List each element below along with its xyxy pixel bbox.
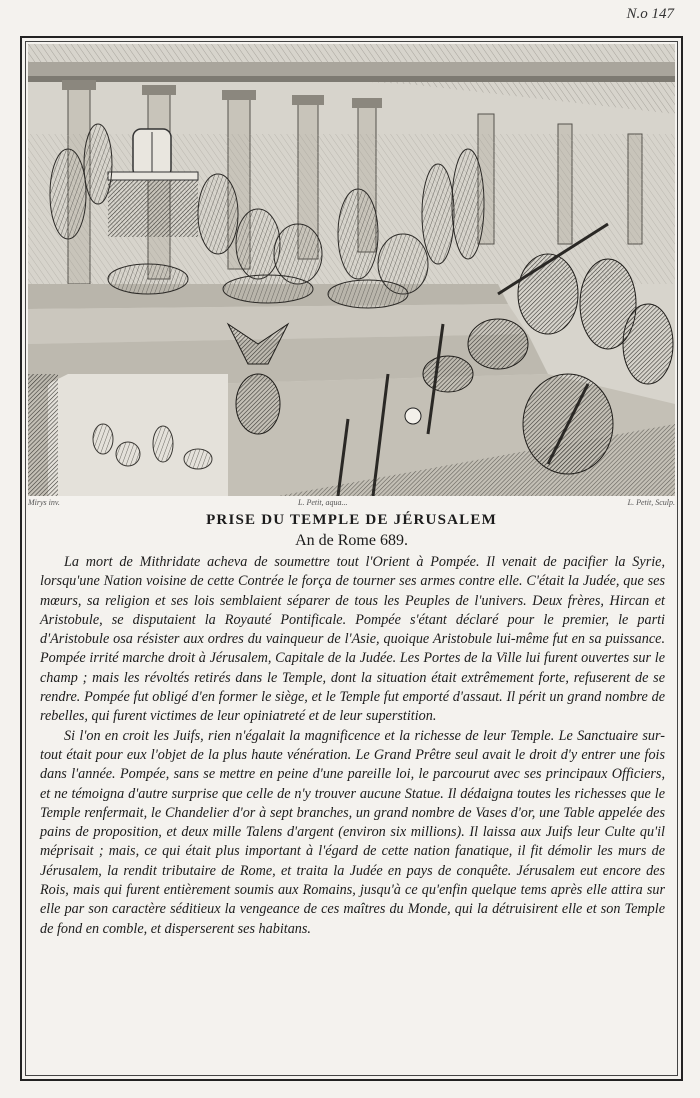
page-subtitle: An de Rome 689. (295, 532, 408, 549)
credit-engraver: L. Petit, Sculp. (627, 498, 675, 507)
engraving-illustration (28, 44, 675, 496)
credit-designer: Mirys inv. (28, 498, 60, 507)
page-title: PRISE DU TEMPLE DE JÉRUSALEM (206, 512, 497, 528)
narrative-text (40, 553, 665, 939)
engraving-credits (28, 498, 675, 510)
credit-aquatint: L. Petit, aqua... (298, 498, 348, 507)
paragraph-2: Si l'on en croit les Juifs, rien n'égalait la magnificence et la richesse de leur Temple. Le Sanctuaire sur-tout était pour eux l'objet de la plus haute vénération. Le Grand Prêtre seul avait le droit d'y entrer une fois dans l'année. Pompée, sans se mettre en peine d'une pareille loi, le parcourut avec ses principaux Officiers, et ne témoigna d'autre surprise que celle de n'y trouver aucune Statue. Il dédaigna toutes les richesses que le Temple renfermait, le Chandelier d'or à sept branches, un grand nombre de Vases d'or, une Table appelée des pains de proposition, et deux mille Talens d'argent (environ six millions). Il laissa aux Juifs leur Culte qu'il méprisait ; mais, ce qui était plus important à l'égard de cette nation fanatique, il fit démolir les murs de Jérusalem, la rendit tributaire de Rome, et traita la Judée en pays de conquête. Jérusalem eut encore des Rois, mais qui furent entièrement soumis aux Romains, jusqu'à ce qu'enfin quelque tems après elle attira sur elle par son caractère séditieux la vengeance de ces maîtres du Monde, qui la détruisirent elle et son Temple de fond en comble, et disperserent ses habitans. (40, 727, 665, 937)
paragraph-1: La mort de Mithridate acheva de soumettre tout l'Orient à Pompée. Il venait de pacifier la Syrie, lorsqu'une Nation voisine de cette Contrée le força de tourner ses armes contre elle. C'était la Judée, que ses mœurs, sa religion et ses lois semblaient séparer de tous les Peuples de l'univers. Deux frères, Hircan et Aristobule, se disputaient la Royauté Pontificale. Pompée s'étant déclaré pour le premier, le parti d'Aristobule osa résister aux ordres du vainqueur de l'Asie, quoique Aristobule lui-même fut en sa puissance. Pompée irrité marche droit à Jérusalem, Capitale de la Judée. Les Portes de la Ville lui furent ouvertes sur le champ ; mais les révoltés retirés dans le Temple, dont la situation était extrêmement forte, refuserent de se rendre. Pompée fut obligé d'en former le siège, et le Temple fut emporté d'assaut. Il périt un grand nombre de rebelles, qui furent victimes de leur opiniatreté et de leur superstition. (40, 554, 665, 725)
plate-number: N.o 147 (626, 6, 674, 22)
